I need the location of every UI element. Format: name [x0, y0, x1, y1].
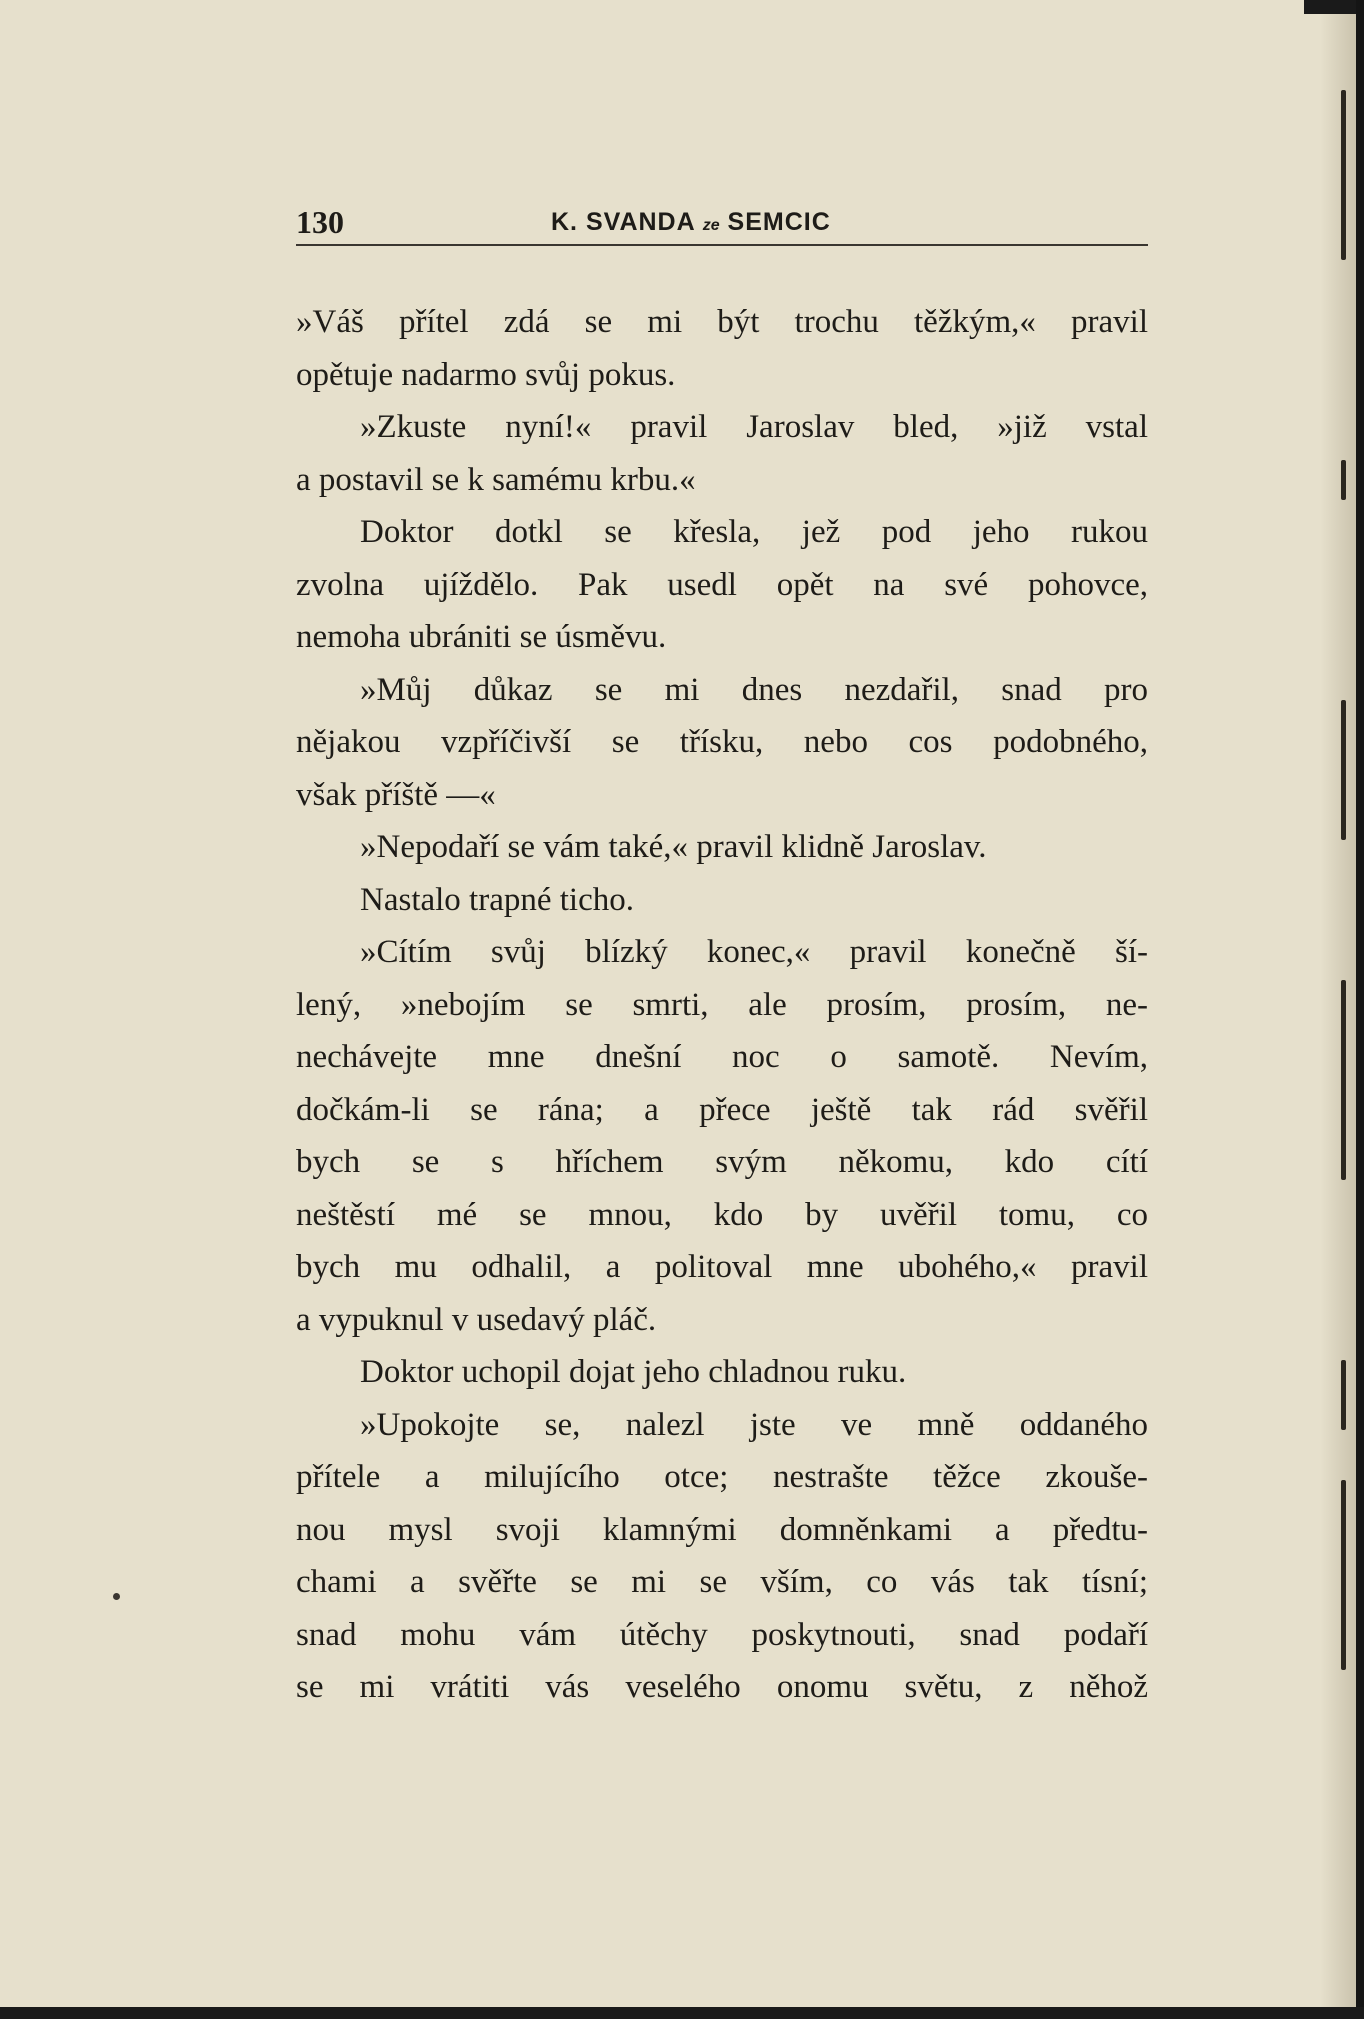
gutter-mark: [1341, 980, 1346, 1180]
text-line: »Váš přítel zdá se mi být trochu těžkým,« pravil: [296, 304, 1148, 340]
text-line: Doktor uchopil dojat jeho chladnou ruku.: [360, 1354, 907, 1390]
text-line: bych se s hříchem svým někomu, kdo cítí: [296, 1144, 1148, 1180]
text-line: »Zkuste nyní!« pravil Jaroslav bled, »již vstal: [360, 409, 1148, 445]
text-line: nějakou vzpříčivší se třísku, nebo cos podobného,: [296, 724, 1148, 760]
text-line: nou mysl svoji klamnými domněnkami a předtu-: [296, 1511, 1148, 1548]
text-line: lený, »nebojím se smrti, ale prosím, prosím, ne-: [296, 986, 1148, 1023]
text-line: »Můj důkaz se mi dnes nezdařil, snad pro: [360, 671, 1148, 708]
running-head-place: SEMCIC: [727, 208, 831, 236]
page-header: [296, 202, 1148, 242]
text-line: snad mohu vám útěchy poskytnouti, snad podaří: [296, 1616, 1148, 1653]
text-line: chami a svěřte se mi se vším, co vás tak tísní;: [296, 1564, 1148, 1600]
scan-edge-bottom: [0, 2007, 1364, 2019]
gutter-mark: [1341, 1360, 1346, 1430]
gutter-mark: [1341, 1480, 1346, 1670]
running-head: [551, 202, 831, 246]
binding-shadow: [1320, 0, 1356, 2007]
header-rule: [296, 244, 1148, 246]
text-line: opětuje nadarmo svůj pokus.: [296, 356, 676, 393]
gutter-mark: [1341, 700, 1346, 840]
page-number: 130: [296, 204, 344, 240]
text-line: se mi vrátiti vás veselého onomu světu, z něhož: [296, 1669, 1148, 1705]
text-line: však příště —«: [296, 776, 496, 813]
text-line: neštěstí mé se mnou, kdo by uvěřil tomu, co: [296, 1196, 1148, 1233]
text-line: Doktor dotkl se křesla, jež pod jeho rukou: [360, 514, 1148, 550]
text-line: »Upokojte se, nalezl jste ve mně oddaného: [360, 1406, 1148, 1443]
scan-edge-top: [1304, 0, 1364, 14]
running-head-connector: ze: [702, 217, 720, 234]
gutter-mark: [1341, 90, 1346, 260]
text-line: nemoha ubrániti se úsměvu.: [296, 619, 667, 655]
running-head-author: K. SVANDA: [551, 208, 695, 236]
text-line: »Nepodaří se vám také,« pravil klidně Jaroslav.: [360, 829, 987, 865]
text-line: a postavil se k samému krbu.«: [296, 461, 696, 498]
text-line: Nastalo trapné ticho.: [360, 881, 634, 918]
gutter-mark: [1341, 460, 1346, 500]
scan-edge-right: [1356, 0, 1364, 2019]
text-line: nechávejte mne dnešní noc o samotě. Nevím,: [296, 1039, 1148, 1075]
text-line: bych mu odhalil, a politoval mne ubohého,« pravil: [296, 1249, 1148, 1285]
text-line: přítele a milujícího otce; nestrašte těžce zkouše-: [296, 1459, 1148, 1495]
ink-speck: [113, 1593, 120, 1600]
text-line: a vypuknul v usedavý pláč.: [296, 1301, 657, 1338]
text-line: zvolna ujíždělo. Pak usedl opět na své pohovce,: [296, 566, 1148, 603]
text-line: »Cítím svůj blízký konec,« pravil konečně ší-: [360, 934, 1148, 970]
body-text: [296, 296, 1148, 1714]
text-line: dočkám-li se rána; a přece ještě tak rád svěřil: [296, 1091, 1148, 1128]
